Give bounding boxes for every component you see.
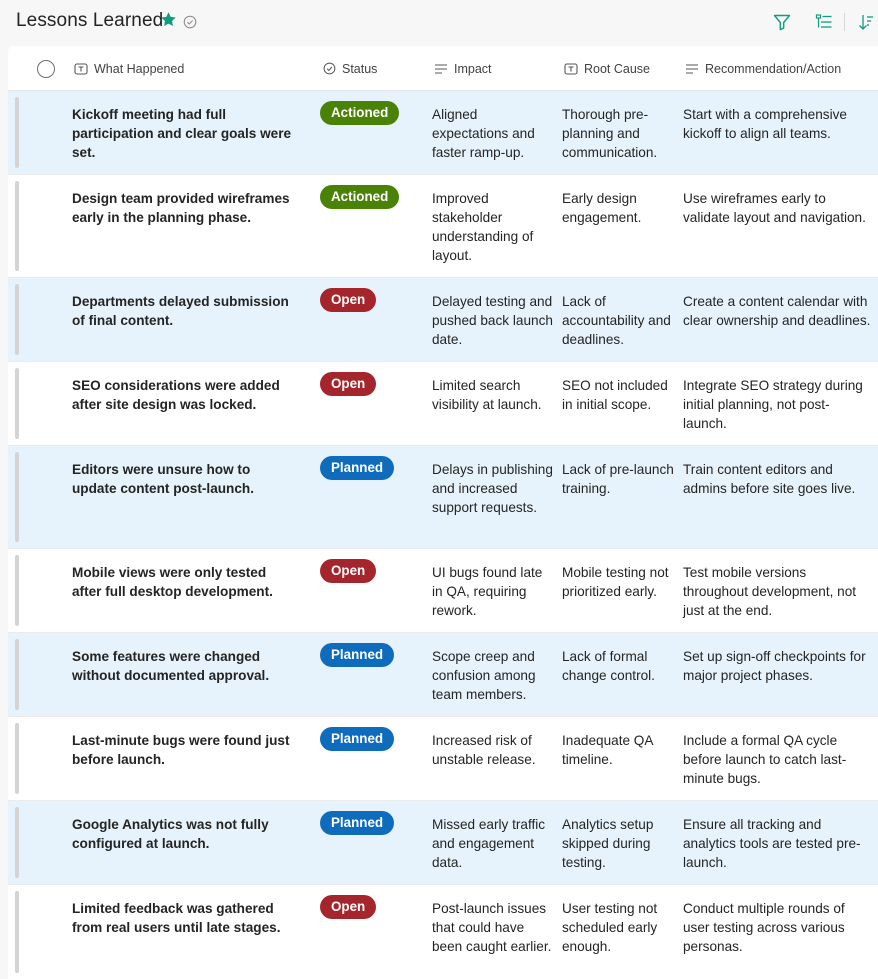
status-badge: Actioned: [320, 101, 399, 125]
table-row[interactable]: [8, 362, 878, 446]
select-all-checkbox[interactable]: [37, 60, 55, 78]
impact-cell: Delays in publishing and increased support requests.: [432, 462, 553, 515]
table-row[interactable]: [8, 717, 878, 801]
text-column-icon: [74, 62, 88, 76]
status-badge: Open: [320, 895, 376, 919]
column-header-label: Impact: [454, 61, 492, 76]
table-row[interactable]: [8, 91, 878, 175]
root-cause-cell: Mobile testing not prioritized early.: [562, 565, 669, 599]
root-cause-cell: Lack of pre-launch training.: [562, 462, 674, 496]
impact-cell: Scope creep and confusion among team members.: [432, 649, 536, 702]
lessons-list: [8, 46, 878, 979]
root-cause-cell: User testing not scheduled early enough.: [562, 901, 658, 954]
what-happened-cell: Departments delayed submission of final content.: [72, 294, 289, 328]
impact-cell: UI bugs found late in QA, requiring rework.: [432, 565, 543, 618]
root-cause-cell: Thorough pre-planning and communication.: [562, 107, 658, 160]
column-header-root-cause[interactable]: [564, 46, 650, 91]
recommendation-cell: Ensure all tracking and analytics tools are tested pre-launch.: [683, 817, 861, 870]
root-cause-cell: Lack of formal change control.: [562, 649, 655, 683]
multiline-text-icon: [434, 63, 448, 75]
status-badge: Planned: [320, 643, 394, 667]
status-badge: Planned: [320, 811, 394, 835]
table-row[interactable]: [8, 885, 878, 979]
table-row[interactable]: [8, 446, 878, 549]
what-happened-cell: Google Analytics was not fully configured at launch.: [72, 817, 269, 851]
recommendation-cell: Train content editors and admins before site goes live.: [683, 462, 856, 496]
row-indicator: [15, 284, 19, 355]
table-row[interactable]: [8, 633, 878, 717]
impact-cell: Improved stakeholder understanding of layout.: [432, 191, 534, 263]
what-happened-cell: Kickoff meeting had full participation and clear goals were set.: [72, 107, 292, 160]
multiline-text-icon: [685, 63, 699, 75]
row-indicator: [15, 807, 19, 878]
root-cause-cell: SEO not included in initial scope.: [562, 378, 668, 412]
what-happened-cell: Mobile views were only tested after full desktop development.: [72, 565, 273, 599]
status-badge: Actioned: [320, 185, 399, 209]
recommendation-cell: Conduct multiple rounds of user testing across various personas.: [683, 901, 845, 954]
status-badge: Open: [320, 288, 376, 312]
row-indicator: [15, 639, 19, 710]
what-happened-cell: Editors were unsure how to update content post-launch.: [72, 462, 255, 496]
root-cause-cell: Inadequate QA timeline.: [562, 733, 653, 767]
impact-cell: Aligned expectations and faster ramp-up.: [432, 107, 535, 160]
recommendation-cell: Test mobile versions throughout development, not just at the end.: [683, 565, 857, 618]
table-row[interactable]: [8, 175, 878, 278]
sort-icon[interactable]: [856, 12, 876, 32]
impact-cell: Increased risk of unstable release.: [432, 733, 536, 767]
what-happened-cell: Limited feedback was gathered from real users until late stages.: [72, 901, 281, 935]
impact-cell: Limited search visibility at launch.: [432, 378, 542, 412]
status-badge: Open: [320, 372, 376, 396]
recommendation-cell: Create a content calendar with clear ownership and deadlines.: [683, 294, 871, 328]
favorite-star-icon[interactable]: [160, 11, 177, 28]
table-row[interactable]: [8, 801, 878, 885]
column-header-label: What Happened: [94, 61, 185, 76]
status-badge: Planned: [320, 456, 394, 480]
column-header-status[interactable]: [323, 46, 377, 91]
column-header-impact[interactable]: [434, 46, 492, 91]
impact-cell: Delayed testing and pushed back launch date.: [432, 294, 553, 347]
impact-cell: Missed early traffic and engagement data.: [432, 817, 546, 870]
choice-column-icon: [323, 62, 336, 75]
impact-cell: Post-launch issues that could have been caught earlier.: [432, 901, 552, 954]
column-header-recommendation[interactable]: [685, 46, 841, 91]
what-happened-cell: Last-minute bugs were found just before launch.: [72, 733, 290, 767]
column-header-label: Root Cause: [584, 61, 651, 76]
row-indicator: [15, 555, 19, 626]
row-indicator: [15, 723, 19, 794]
status-badge: Open: [320, 559, 376, 583]
row-indicator: [15, 181, 19, 271]
row-indicator: [15, 97, 19, 168]
status-badge: Planned: [320, 727, 394, 751]
page-title: Lessons Learned: [16, 10, 164, 31]
text-column-icon: [564, 62, 578, 76]
row-indicator: [15, 368, 19, 439]
column-header-row: [8, 46, 878, 91]
top-bar: [0, 0, 878, 46]
root-cause-cell: Early design engagement.: [562, 191, 642, 225]
recommendation-cell: Include a formal QA cycle before launch to catch last-minute bugs.: [683, 733, 847, 786]
filter-icon[interactable]: [772, 12, 792, 32]
what-happened-cell: Design team provided wireframes early in the planning phase.: [72, 191, 290, 225]
row-indicator: [15, 891, 19, 973]
verified-check-icon[interactable]: [183, 15, 197, 29]
what-happened-cell: SEO considerations were added after site design was locked.: [72, 378, 280, 412]
column-header-label: Status: [342, 61, 378, 76]
table-row[interactable]: [8, 549, 878, 633]
what-happened-cell: Some features were changed without documented approval.: [72, 649, 270, 683]
column-header-label: Recommendation/Action: [705, 61, 842, 76]
recommendation-cell: Integrate SEO strategy during initial planning, not post-launch.: [683, 378, 863, 431]
recommendation-cell: Set up sign-off checkpoints for major project phases.: [683, 649, 866, 683]
root-cause-cell: Analytics setup skipped during testing.: [562, 817, 654, 870]
row-indicator: [15, 452, 19, 542]
recommendation-cell: Use wireframes early to validate layout and navigation.: [683, 191, 866, 225]
root-cause-cell: Lack of accountability and deadlines.: [562, 294, 671, 347]
toolbar-divider: [844, 13, 845, 31]
column-header-what-happened[interactable]: [74, 46, 184, 91]
recommendation-cell: Start with a comprehensive kickoff to align all teams.: [683, 107, 847, 141]
table-row[interactable]: [8, 278, 878, 362]
group-by-icon[interactable]: [814, 12, 834, 32]
